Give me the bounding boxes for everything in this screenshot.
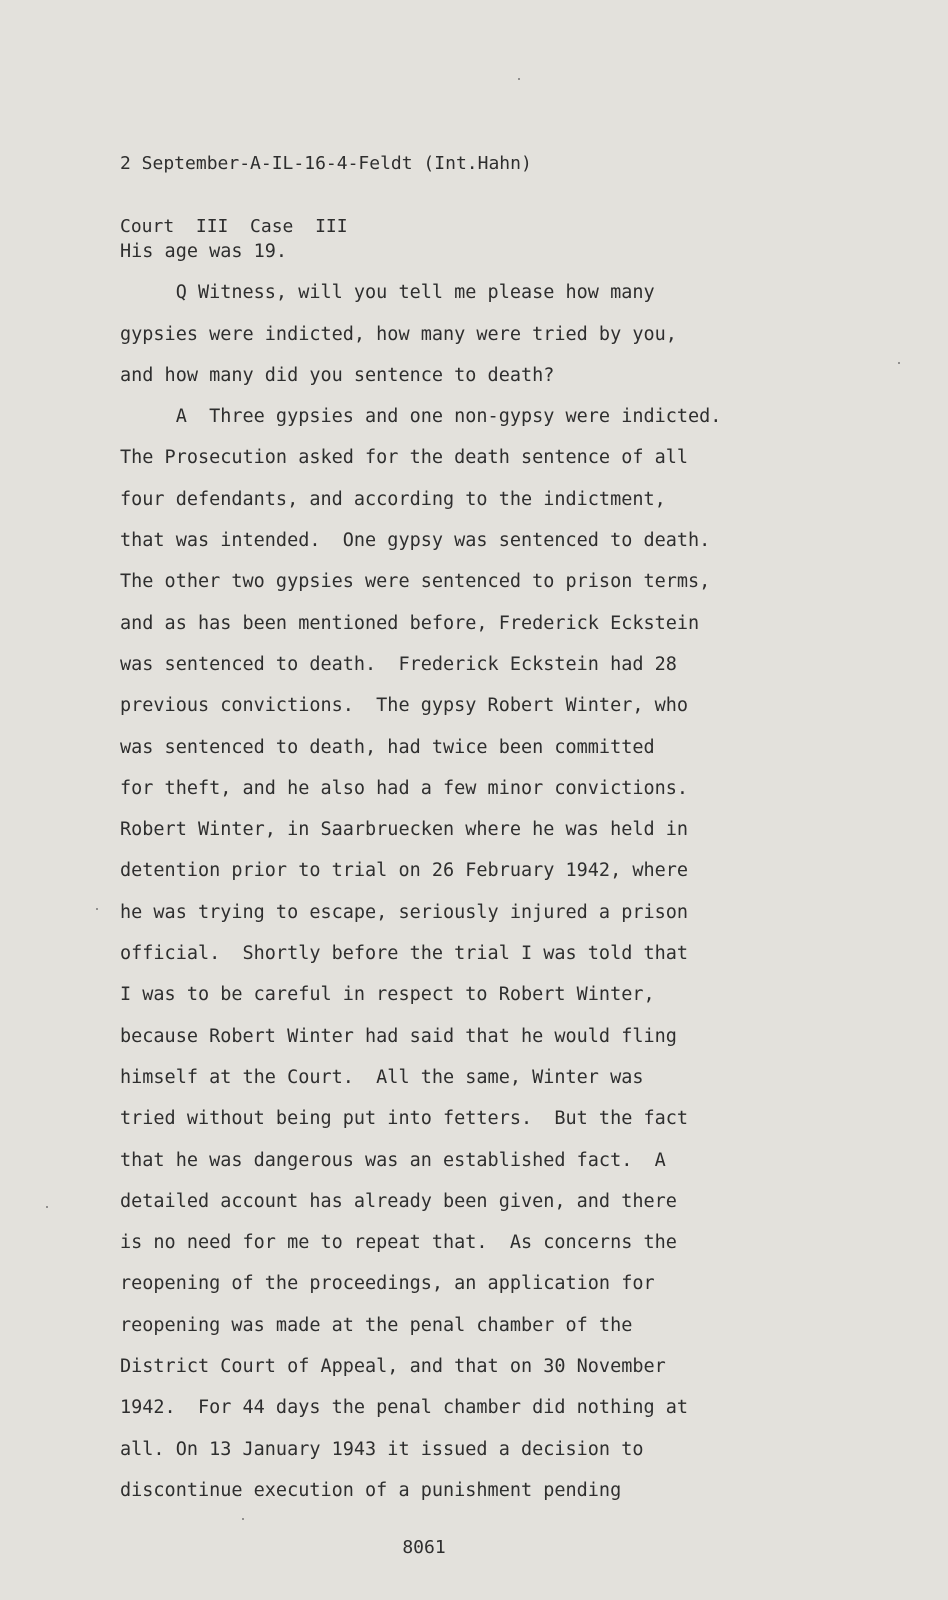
header-line-2: Court III Case III (120, 216, 348, 237)
text-line: gypsies were indicted, how many were tried by you, (120, 323, 677, 345)
text-line: detention prior to trial on 26 February 1942, where (120, 860, 689, 882)
text-line: that was intended. One gypsy was sentenced to death. (120, 530, 711, 552)
text-line: reopening was made at the penal chamber of the (120, 1314, 633, 1336)
paper-speck (518, 78, 520, 80)
header-line-1: 2 September-A-IL-16-4-Feldt (Int.Hahn) (120, 153, 532, 174)
text-line: was sentenced to death, had twice been committed (120, 736, 655, 758)
text-line: and how many did you sentence to death? (120, 364, 555, 386)
text-line: he was trying to escape, seriously injured a prison (120, 901, 689, 923)
text-line: discontinue execution of a punishment pending (120, 1479, 622, 1501)
text-line: and as has been mentioned before, Frederick Eckstein (120, 612, 700, 634)
text-line: The Prosecution asked for the death sentence of all (120, 447, 689, 469)
text-line: A Three gypsies and one non-gypsy were indicted. (120, 406, 722, 428)
text-line: District Court of Appeal, and that on 30 November (120, 1356, 666, 1378)
paper-speck (242, 1518, 244, 1520)
text-line: tried without being put into fetters. But the fact (120, 1108, 689, 1130)
text-line: Q Witness, will you tell me please how many (120, 282, 655, 304)
transcript-body (120, 231, 910, 1511)
text-line: The other two gypsies were sentenced to prison terms, (120, 571, 711, 593)
text-line: for theft, and he also had a few minor convictions. (120, 777, 689, 799)
text-line: himself at the Court. All the same, Winter was (120, 1066, 644, 1088)
paper-speck (46, 1206, 48, 1208)
text-line: I was to be careful in respect to Robert Winter, (120, 984, 655, 1006)
text-line: previous convictions. The gypsy Robert Winter, who (120, 695, 689, 717)
paper-speck (898, 362, 900, 364)
text-line: reopening of the proceedings, an application for (120, 1273, 655, 1295)
paper-speck (96, 908, 98, 910)
text-line: is no need for me to repeat that. As concerns the (120, 1232, 677, 1254)
text-line: detailed account has already been given, and there (120, 1190, 677, 1212)
text-line: four defendants, and according to the indictment, (120, 488, 666, 510)
text-line: all. On 13 January 1943 it issued a decision to (120, 1438, 644, 1460)
page-number: 8061 (402, 1537, 446, 1558)
text-line: Robert Winter, in Saarbruecken where he was held in (120, 819, 689, 841)
text-line: because Robert Winter had said that he would fling (120, 1025, 677, 1047)
text-line: 1942. For 44 days the penal chamber did nothing at (120, 1397, 689, 1419)
text-line: His age was 19. (120, 241, 288, 262)
text-line: that he was dangerous was an established fact. A (120, 1149, 666, 1171)
text-line: official. Shortly before the trial I was told that (120, 943, 689, 965)
text-line: was sentenced to death. Frederick Eckstein had 28 (120, 653, 677, 675)
